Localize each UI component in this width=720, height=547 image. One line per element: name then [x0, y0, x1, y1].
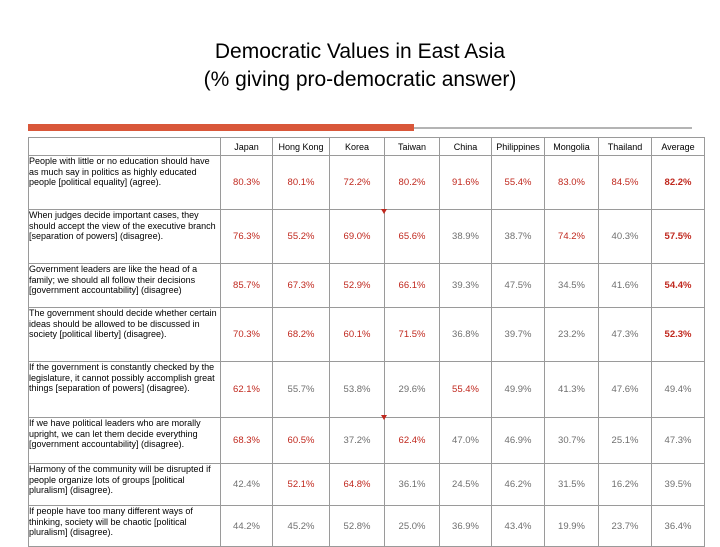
- value-cell: 25.0%: [385, 506, 440, 547]
- value-cell: 36.1%: [385, 464, 440, 506]
- table-row: [29, 464, 705, 506]
- table-row: [29, 362, 705, 418]
- value-cell: 23.7%: [599, 506, 652, 547]
- value-cell: 85.7%: [221, 264, 273, 308]
- title-line-1: Democratic Values in East Asia: [214, 40, 506, 63]
- accent-bar: [28, 124, 414, 131]
- value-cell: 47.0%: [440, 418, 492, 464]
- value-cell: 37.2%: [330, 418, 385, 464]
- value-cell: 19.9%: [545, 506, 599, 547]
- value-cell: 38.9%: [440, 210, 492, 264]
- value-cell: 76.3%: [221, 210, 273, 264]
- value-cell: 68.2%: [273, 308, 330, 362]
- comment-marker: [381, 415, 387, 420]
- value-cell: 47.5%: [492, 264, 545, 308]
- column-header: Thailand: [599, 138, 652, 156]
- value-cell: 47.3%: [599, 308, 652, 362]
- value-cell: 68.3%: [221, 418, 273, 464]
- value-cell: 60.1%: [330, 308, 385, 362]
- value-cell: 23.2%: [545, 308, 599, 362]
- table-row: [29, 308, 705, 362]
- value-cell: 42.4%: [221, 464, 273, 506]
- column-header: Mongolia: [545, 138, 599, 156]
- question-cell: The government should decide whether certain ideas should be allowed to be discussed in society [political liberty] (disagree).: [29, 308, 221, 362]
- question-cell: Government leaders are like the head of a family; we should all follow their decisions [government accountability] (disagree): [29, 264, 221, 308]
- column-header: Hong Kong: [273, 138, 330, 156]
- table-row: [29, 210, 705, 264]
- question-cell: If we have political leaders who are morally upright, we can let them decide everything [government accountability] (disagree).: [29, 418, 221, 464]
- value-cell: 65.6%: [385, 210, 440, 264]
- title-line-2: (% giving pro-democratic answer): [203, 68, 517, 91]
- question-cell: If the government is constantly checked by the legislature, it cannot possibly accomplish great things [separation of powers] (disagree).: [29, 362, 221, 418]
- value-cell: 91.6%: [440, 156, 492, 210]
- column-header: Japan: [221, 138, 273, 156]
- value-cell: 55.2%: [273, 210, 330, 264]
- column-header: Philippines: [492, 138, 545, 156]
- value-cell: 66.1%: [385, 264, 440, 308]
- value-cell: 70.3%: [221, 308, 273, 362]
- value-cell: 84.5%: [599, 156, 652, 210]
- value-cell: 64.8%: [330, 464, 385, 506]
- value-cell: 46.9%: [492, 418, 545, 464]
- value-cell: 41.6%: [599, 264, 652, 308]
- column-header: Taiwan: [385, 138, 440, 156]
- column-header: Korea: [330, 138, 385, 156]
- table-header-row: [29, 138, 705, 156]
- column-header: China: [440, 138, 492, 156]
- question-cell: When judges decide important cases, they should accept the view of the executive branch [separation of powers] (disagree).: [29, 210, 221, 264]
- value-cell: 36.9%: [440, 506, 492, 547]
- table-row: [29, 418, 705, 464]
- value-cell: 47.6%: [599, 362, 652, 418]
- value-cell: 39.5%: [652, 464, 705, 506]
- comment-marker: [381, 209, 387, 214]
- value-cell: 55.7%: [273, 362, 330, 418]
- value-cell: 36.4%: [652, 506, 705, 547]
- value-cell: 62.4%: [385, 418, 440, 464]
- value-cell: 24.5%: [440, 464, 492, 506]
- value-cell: 25.1%: [599, 418, 652, 464]
- value-cell: 30.7%: [545, 418, 599, 464]
- value-cell: 16.2%: [599, 464, 652, 506]
- value-cell: 36.8%: [440, 308, 492, 362]
- value-cell: 72.2%: [330, 156, 385, 210]
- value-cell: 60.5%: [273, 418, 330, 464]
- table-row: [29, 506, 705, 547]
- header-corner: [29, 138, 221, 156]
- value-cell: 52.9%: [330, 264, 385, 308]
- value-cell: 82.2%: [652, 156, 705, 210]
- slide-title: [0, 38, 720, 94]
- value-cell: 55.4%: [492, 156, 545, 210]
- value-cell: 57.5%: [652, 210, 705, 264]
- value-cell: 69.0%: [330, 210, 385, 264]
- value-cell: 34.5%: [545, 264, 599, 308]
- value-cell: 41.3%: [545, 362, 599, 418]
- value-cell: 52.8%: [330, 506, 385, 547]
- value-cell: 29.6%: [385, 362, 440, 418]
- question-cell: People with little or no education should have as much say in politics as highly educated people [political equality] (agree).: [29, 156, 221, 210]
- question-cell: Harmony of the community will be disrupted if people organize lots of groups [political pluralism] (disagree).: [29, 464, 221, 506]
- value-cell: 40.3%: [599, 210, 652, 264]
- value-cell: 83.0%: [545, 156, 599, 210]
- value-cell: 45.2%: [273, 506, 330, 547]
- value-cell: 52.3%: [652, 308, 705, 362]
- value-cell: 39.3%: [440, 264, 492, 308]
- question-cell: If people have too many different ways of thinking, society will be chaotic [political pluralism] (disagree).: [29, 506, 221, 547]
- value-cell: 44.2%: [221, 506, 273, 547]
- value-cell: 46.2%: [492, 464, 545, 506]
- value-cell: 80.1%: [273, 156, 330, 210]
- value-cell: 55.4%: [440, 362, 492, 418]
- value-cell: 31.5%: [545, 464, 599, 506]
- value-cell: 71.5%: [385, 308, 440, 362]
- value-cell: 62.1%: [221, 362, 273, 418]
- value-cell: 80.2%: [385, 156, 440, 210]
- table-row: [29, 264, 705, 308]
- value-cell: 67.3%: [273, 264, 330, 308]
- table-row: [29, 156, 705, 210]
- value-cell: 43.4%: [492, 506, 545, 547]
- column-header: Average: [652, 138, 705, 156]
- value-cell: 38.7%: [492, 210, 545, 264]
- value-cell: 47.3%: [652, 418, 705, 464]
- value-cell: 49.4%: [652, 362, 705, 418]
- value-cell: 53.8%: [330, 362, 385, 418]
- value-cell: 54.4%: [652, 264, 705, 308]
- value-cell: 49.9%: [492, 362, 545, 418]
- value-cell: 80.3%: [221, 156, 273, 210]
- survey-table: [28, 137, 705, 547]
- value-cell: 39.7%: [492, 308, 545, 362]
- value-cell: 52.1%: [273, 464, 330, 506]
- value-cell: 74.2%: [545, 210, 599, 264]
